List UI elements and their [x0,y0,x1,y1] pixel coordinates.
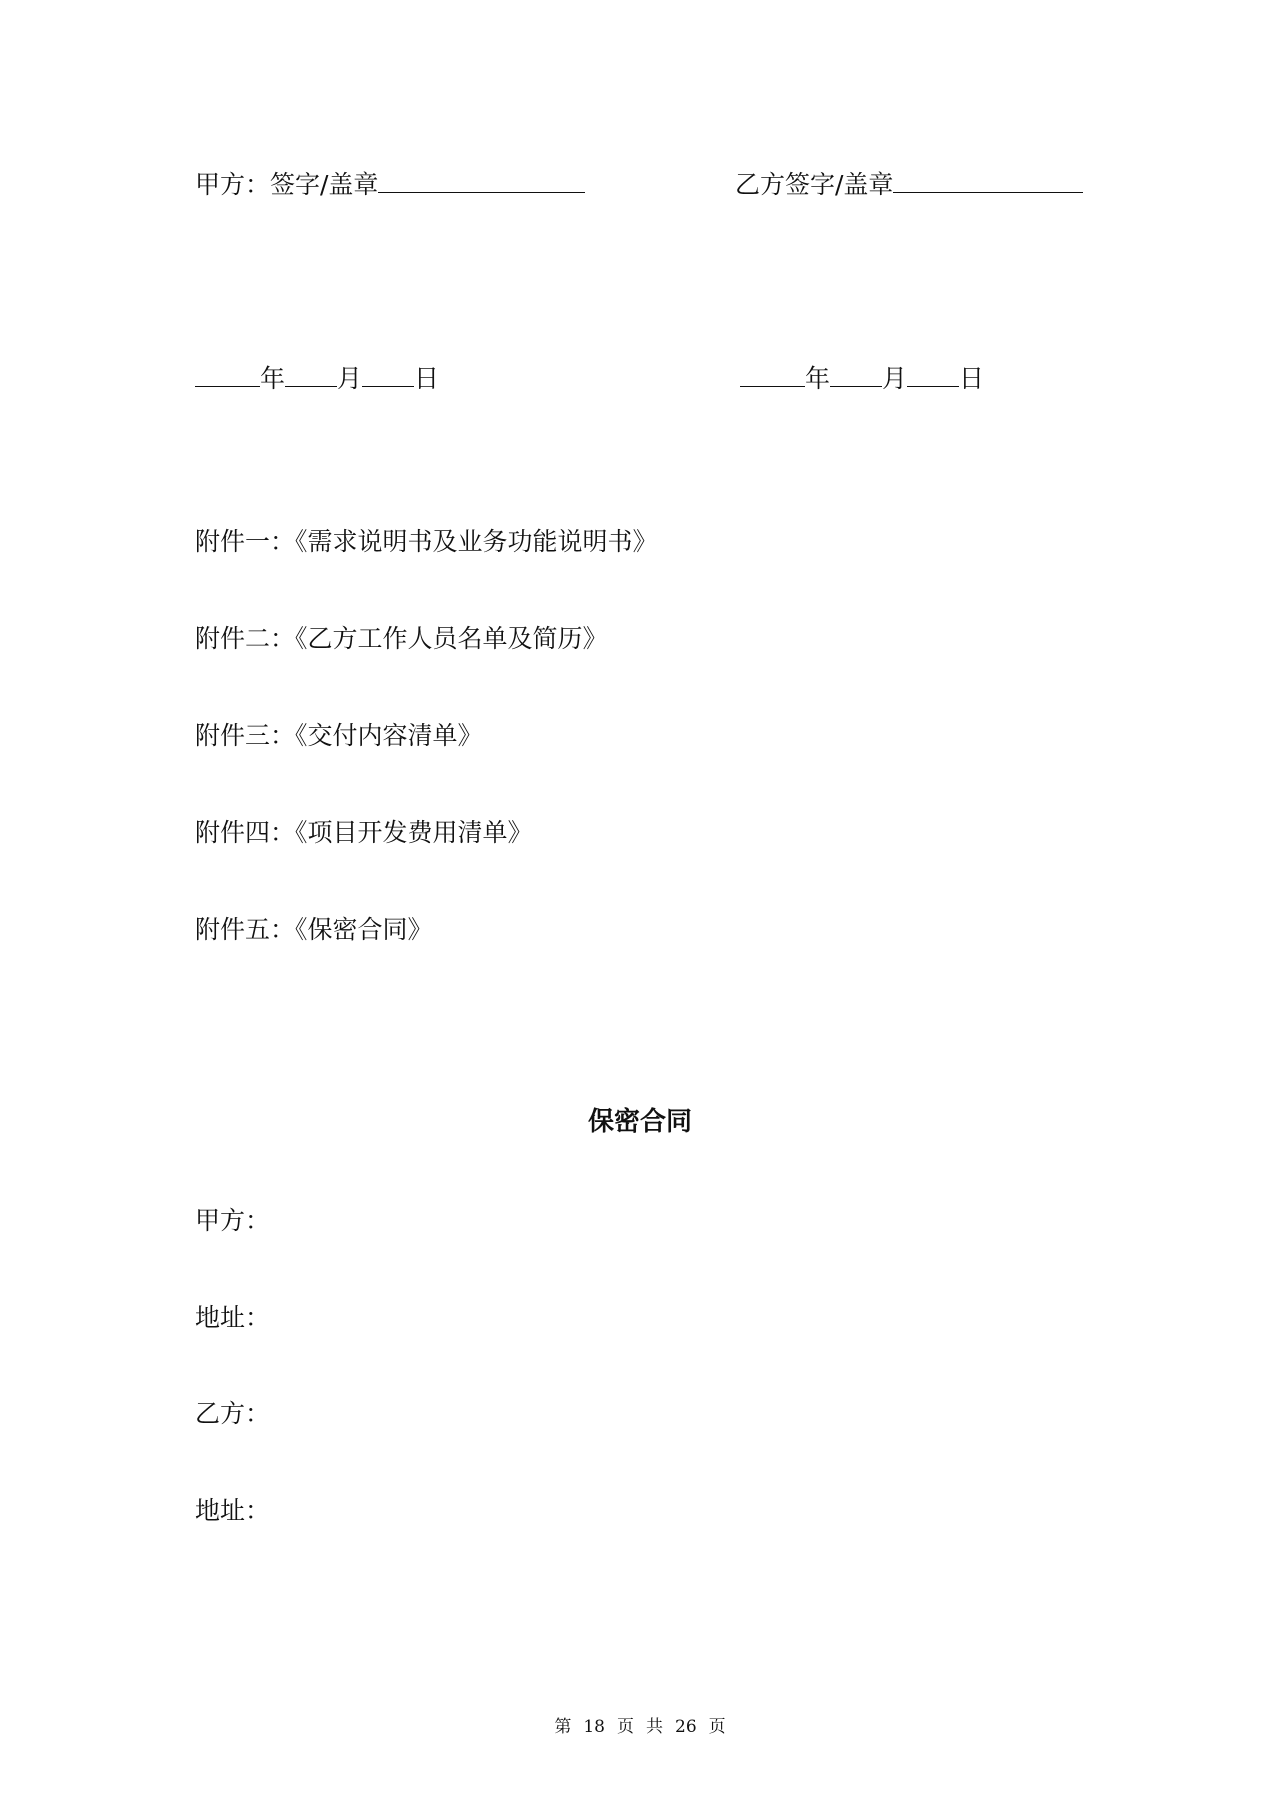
field-address-b: 地址： [195,1496,271,1525]
day-label: 日 [414,364,440,393]
attachment-item: 附件四：《项目开发费用清单》 [195,818,533,847]
attachment-item: 附件一：《需求说明书及业务功能说明书》 [195,527,658,556]
attachment-item: 附件二：《乙方工作人员名单及简历》 [195,624,608,653]
party-b-signature-blank[interactable] [893,166,1083,193]
month-label: 月 [882,364,908,393]
year-label: 年 [260,364,286,393]
field-address-a: 地址： [195,1303,271,1332]
party-b-signature [735,166,1083,202]
party-a-year-blank[interactable] [195,360,260,387]
party-b-month-blank[interactable] [830,360,882,387]
party-a-date [195,360,439,396]
total-pages: 26 [675,1717,697,1737]
footer-ye: 页 [617,1717,634,1737]
day-label: 日 [959,364,985,393]
year-label: 年 [805,364,831,393]
party-a-month-blank[interactable] [285,360,337,387]
party-a-signature [195,166,585,202]
party-a-signature-blank[interactable] [378,166,585,193]
footer-gong: 共 [646,1717,663,1737]
footer-ye: 页 [708,1717,726,1737]
party-b-year-blank[interactable] [740,360,805,387]
month-label: 月 [337,364,363,393]
confidentiality-title: 保密合同 [587,1107,692,1137]
party-a-signature-label: 甲方：签字/盖章 [195,170,379,199]
party-a-day-blank[interactable] [362,360,414,387]
page-footer [0,1715,1280,1739]
attachment-item: 附件三：《交付内容清单》 [195,721,483,750]
party-b-day-blank[interactable] [907,360,959,387]
footer-di: 第 [554,1717,572,1737]
field-party-a: 甲方： [195,1206,271,1235]
page-number: 18 [583,1717,605,1737]
party-b-signature-label: 乙方签字/盖章 [735,170,894,199]
party-b-date [740,360,984,396]
field-party-b: 乙方： [195,1399,271,1428]
attachment-item: 附件五：《保密合同》 [195,915,433,944]
